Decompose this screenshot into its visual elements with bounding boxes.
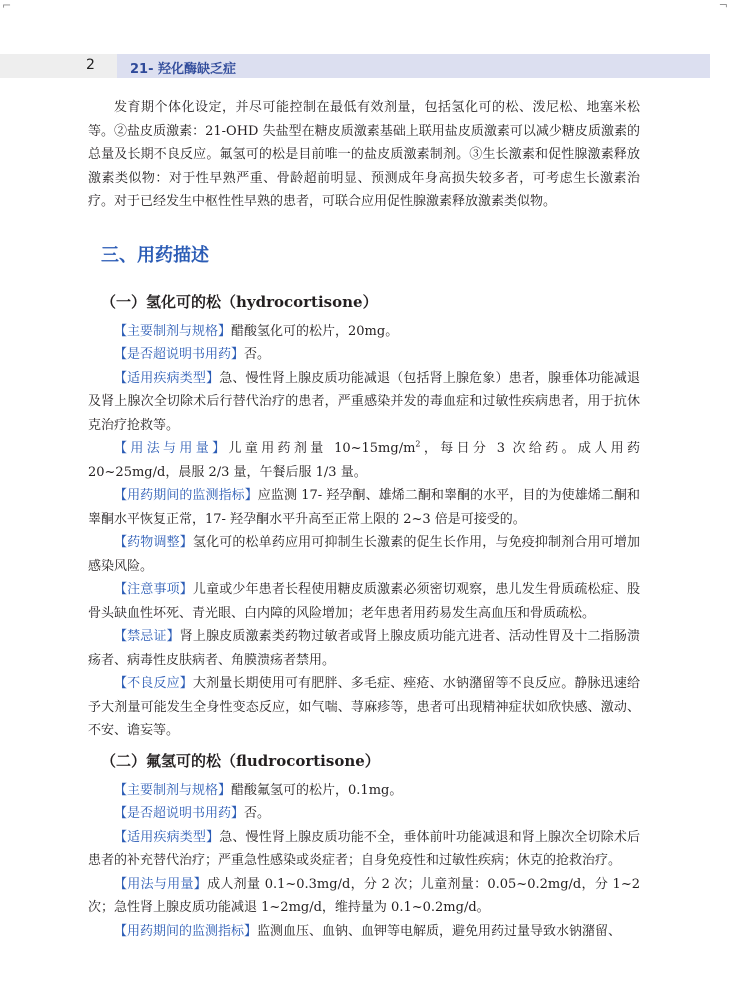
field-text: 监测血压、血钠、血钾等电解质，避免用药过量导致水钠潴留、 xyxy=(257,923,622,939)
field-tag: 【禁忌证】 xyxy=(114,629,180,644)
field-text: ，每日分 3 次给药。成人用药 20~25mg/d，晨服 2/3 量，午餐后服 1/3 量。 xyxy=(88,441,640,480)
intro-paragraph: 发育期个体化设定，并尽可能控制在最低有效剂量，包括氢化可的松、泼尼松、地塞米松等。②盐皮质激素：21-OHD 失盐型在糖皮质激素基础上联用盐皮质激素可以减少糖皮质激素的总量及长期不良反应。氟氢可的松是目前唯一的盐皮质激素制剂。③生长激素和促性腺激素释放激素类似物：对于性早熟严重、骨龄超前明显、预测成年身高损失较多者，可考虑生长激素治疗。对于已经发生中枢性性早熟的患者，可联合应用促性腺激素释放激素类似物。 xyxy=(88,100,640,209)
page-number: 2 xyxy=(86,57,95,73)
field-tag: 【药物调整】 xyxy=(114,535,193,550)
drug1-contraindications xyxy=(88,625,640,672)
field-text: 儿童用药剂量 10~15mg/m xyxy=(228,441,416,456)
drug1-monitoring xyxy=(88,484,640,531)
superscript: 2 xyxy=(415,439,421,449)
field-tag: 【用药期间的监测指标】 xyxy=(114,923,258,939)
section-title: 三、用药描述 xyxy=(101,244,209,266)
running-header xyxy=(0,54,710,78)
drug1-offlabel xyxy=(88,343,640,367)
field-tag: 【主要制剂与规格】 xyxy=(114,323,232,339)
drug2-offlabel xyxy=(88,802,640,826)
field-text: 应监测 17- 羟孕酮、雄烯二酮和睾酮的水平，目的为使雄烯二酮和睾酮水平恢复正常，17- 羟孕酮水平升高至正常上限的 2~3 倍是可接受的。 xyxy=(88,488,640,527)
field-tag: 【注意事项】 xyxy=(114,582,193,597)
field-tag: 【适用疾病类型】 xyxy=(114,829,220,845)
page-body xyxy=(88,96,640,943)
field-tag: 【用药期间的监测指标】 xyxy=(114,488,258,503)
page-number-box xyxy=(0,54,117,78)
drug1-indications xyxy=(88,367,640,438)
field-text: 成人剂量 0.1~0.3mg/d，分 2 次；儿童剂量：0.05~0.2mg/d，分 1~2 次；急性肾上腺皮质功能减退 1~2mg/d，维持量为 0.1~0.2mg/d。 xyxy=(88,876,640,915)
field-text: 急、慢性肾上腺皮质功能减退（包括肾上腺危象）患者，腺垂体功能减退及肾上腺次全切除术后行替代治疗的患者，严重感染并发的毒血症和过敏性疾病患者，用于抗休克治疗抢救等。 xyxy=(88,370,640,433)
drug1-title: （一）氢化可的松（hydrocortisone） xyxy=(101,292,378,311)
drug1-adverse-reactions xyxy=(88,672,640,743)
drug1-formulation xyxy=(88,320,640,344)
field-text: 醋酸氢化可的松片，20mg。 xyxy=(231,323,399,339)
crop-mark-left: ⌐ xyxy=(2,0,12,12)
field-tag: 【适用疾病类型】 xyxy=(114,370,220,386)
field-tag: 【不良反应】 xyxy=(114,676,193,691)
field-text: 氢化可的松单药应用可抑制生长激素的促生长作用，与免疫抑制剂合用可增加感染风险。 xyxy=(88,535,640,574)
field-text: 醋酸氟氢可的松片，0.1mg。 xyxy=(231,782,403,798)
field-text: 儿童或少年患者长程使用糖皮质激素必须密切观察，患儿发生骨质疏松症、股骨头缺血性坏死、青光眼、白内障的风险增加；老年患者用药易发生高血压和骨质疏松。 xyxy=(88,582,640,621)
field-tag: 【是否超说明书用药】 xyxy=(114,347,245,362)
field-tag: 【是否超说明书用药】 xyxy=(114,806,245,821)
field-tag: 【用法与用量】 xyxy=(114,441,229,456)
drug1-dosage xyxy=(88,437,640,484)
drug2-indications xyxy=(88,826,640,873)
drug2-formulation xyxy=(88,779,640,803)
field-text: 急、慢性肾上腺皮质功能不全，垂体前叶功能减退和肾上腺次全切除术后患者的补充替代治疗；严重急性感染或炎症者；自身免疫性和过敏性疾病；休克的抢救治疗。 xyxy=(88,829,640,868)
field-tag: 【用法与用量】 xyxy=(114,876,208,892)
field-text: 大剂量长期使用可有肥胖、多毛症、痤疮、水钠潴留等不良反应。静脉迅速给予大剂量可能发生全身性变态反应，如气喘、荨麻疹等，患者可出现精神症状如欣快感、激动、不安、谵妄等。 xyxy=(88,676,640,738)
field-text: 否。 xyxy=(244,347,271,362)
field-text: 否。 xyxy=(244,806,271,821)
drug2-monitoring xyxy=(88,920,640,944)
drug1-adjustment xyxy=(88,531,640,578)
crop-mark-right: ¬ xyxy=(718,0,728,12)
field-tag: 【主要制剂与规格】 xyxy=(114,782,232,798)
field-text: 肾上腺皮质激素类药物过敏者或肾上腺皮质功能亢进者、活动性胃及十二指肠溃疡者、病毒性皮肤病者、角膜溃疡者禁用。 xyxy=(88,629,640,668)
drug2-dosage xyxy=(88,873,640,920)
chapter-title: 21- 羟化酶缺乏症 xyxy=(130,62,237,77)
drug2-title: （二）氟氢可的松（fludrocortisone） xyxy=(101,751,380,770)
drug1-precautions xyxy=(88,578,640,625)
